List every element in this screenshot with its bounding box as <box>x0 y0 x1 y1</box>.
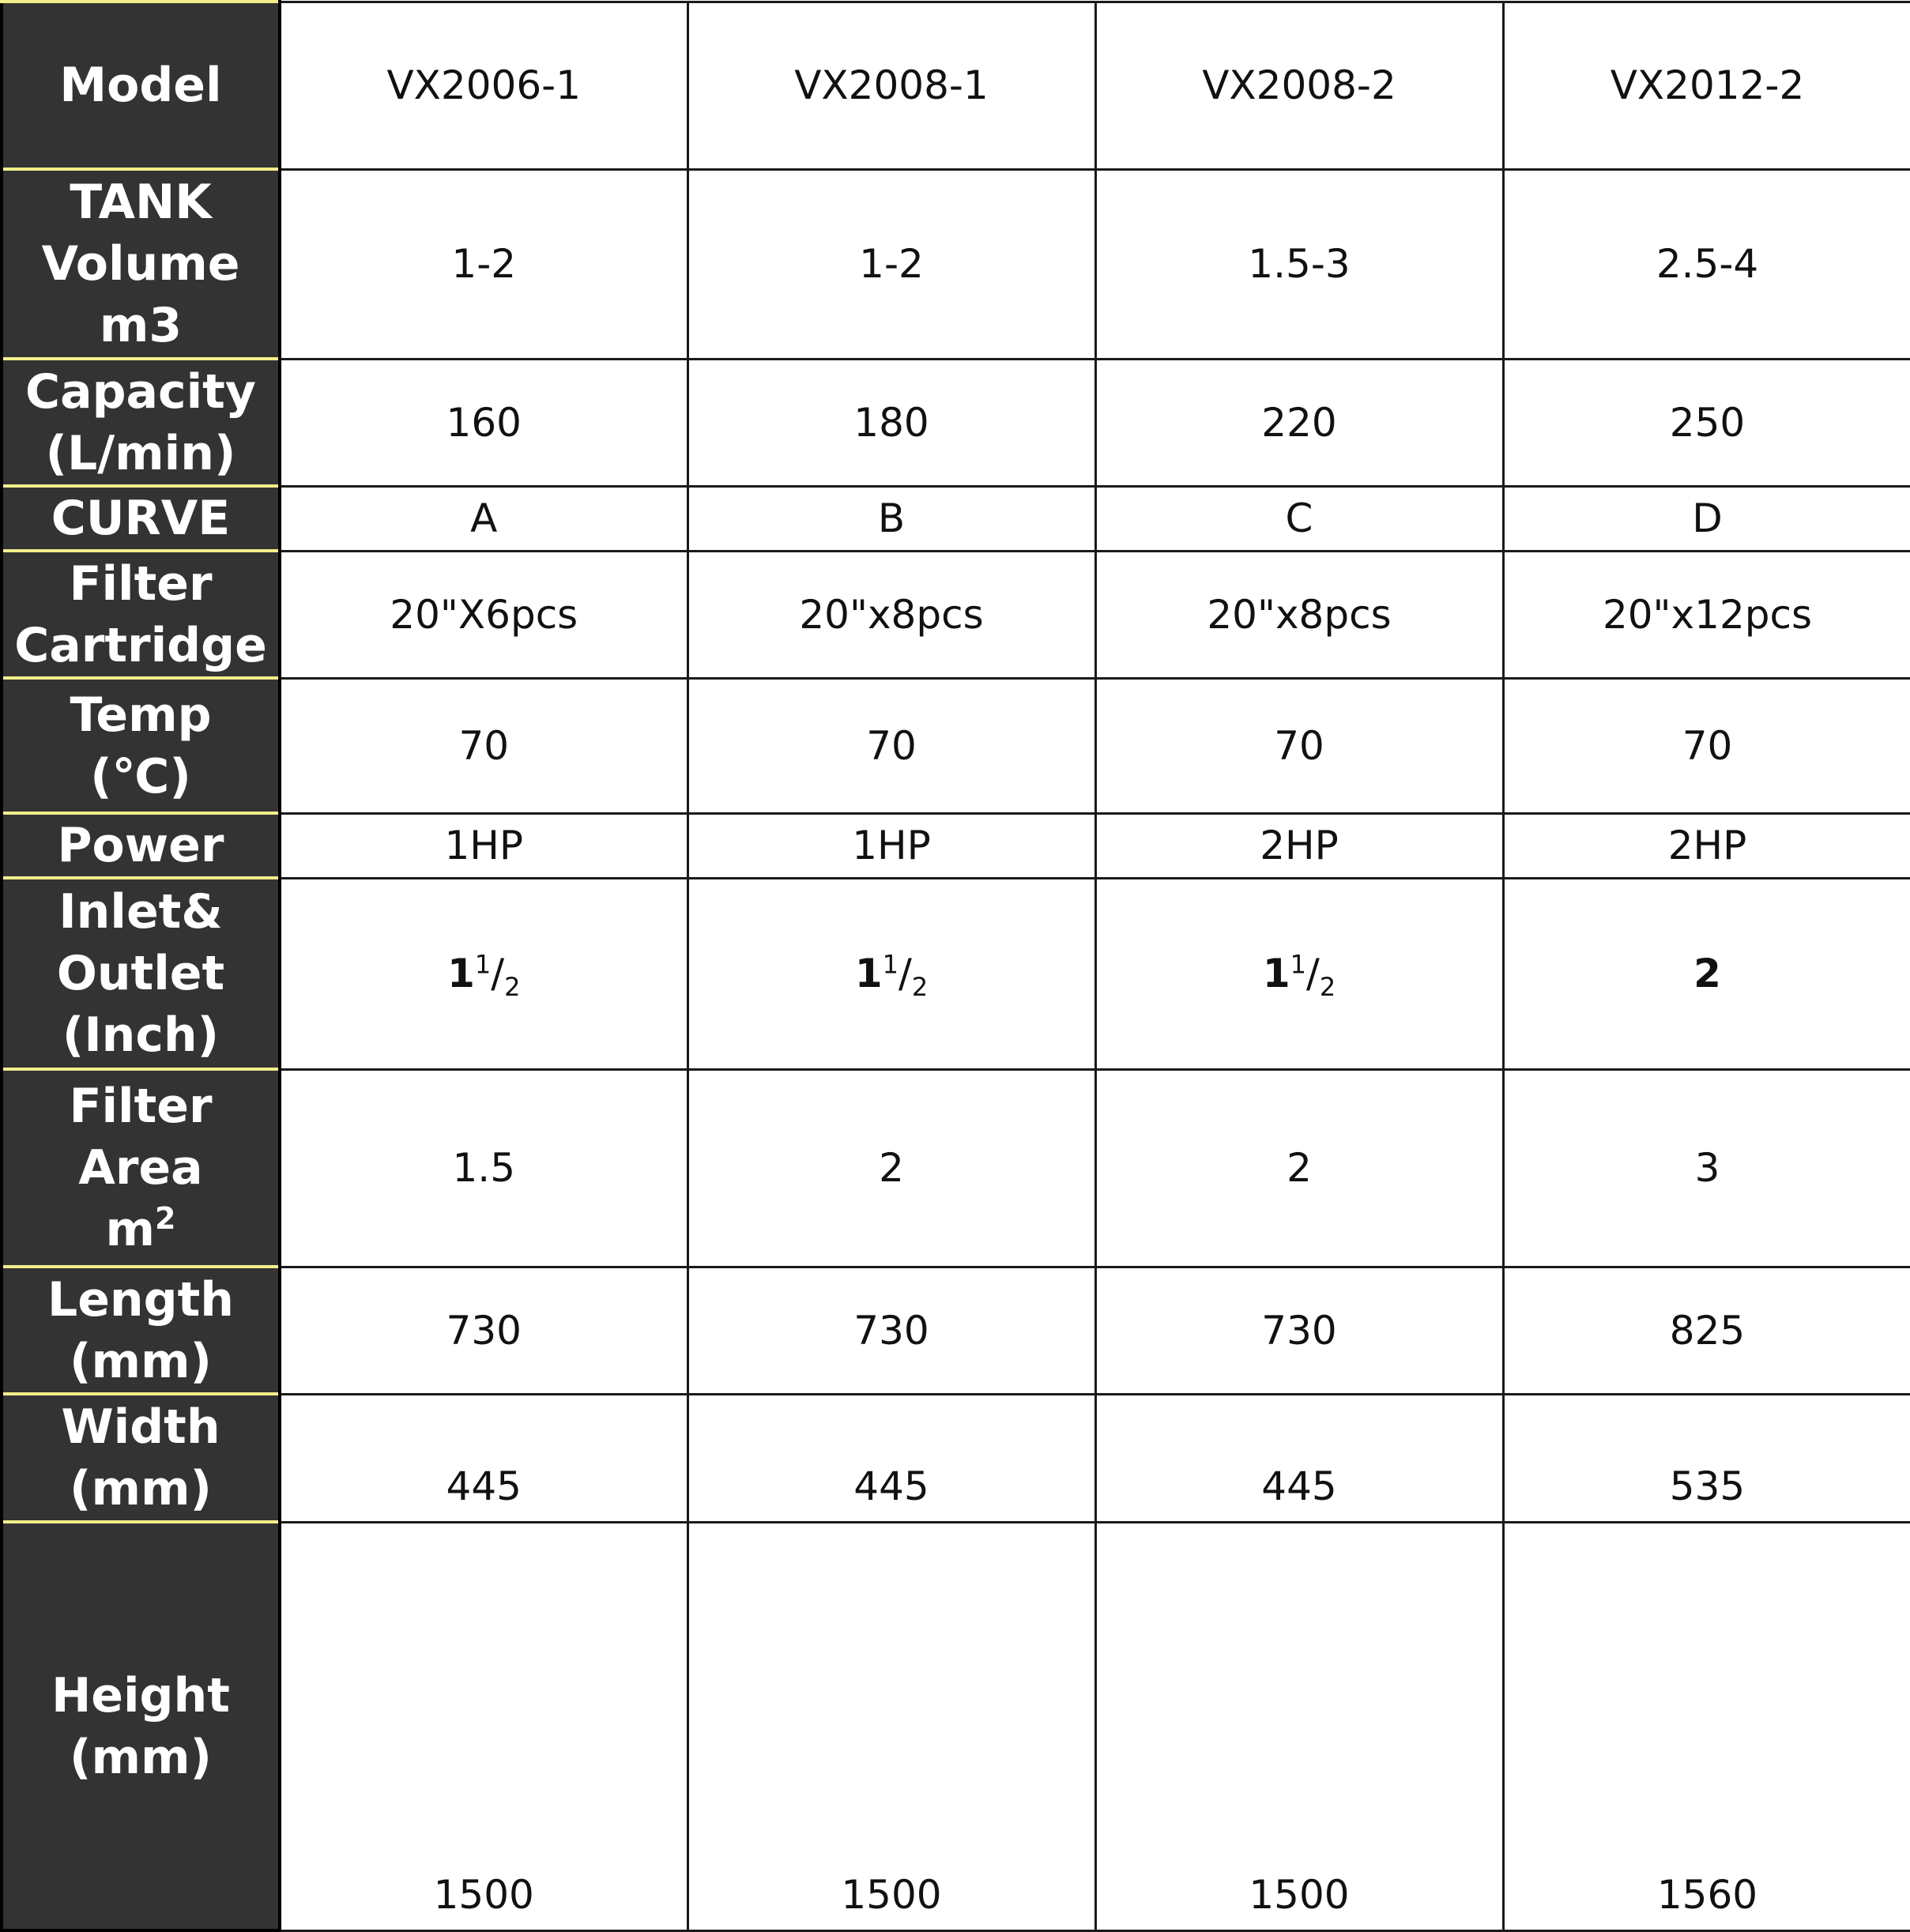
length-3: 730 <box>1095 1267 1503 1394</box>
row-inlet-outlet <box>2 878 1910 1069</box>
width-2: 445 <box>688 1394 1095 1522</box>
height-4: 1560 <box>1503 1522 1910 1930</box>
row-width <box>2 1394 1910 1522</box>
temp-4: 70 <box>1503 678 1910 813</box>
filter-area-2: 2 <box>688 1069 1095 1267</box>
curve-1: A <box>280 486 688 551</box>
filter-area-4: 3 <box>1503 1069 1910 1267</box>
label-filter-area: Filter Area $m^2$ <box>2 1069 280 1267</box>
curve-2: B <box>688 486 1095 551</box>
power-3: 2HP <box>1095 813 1503 878</box>
inlet-outlet-1: $1^1/_2$ <box>280 878 688 1069</box>
temp-2: 70 <box>688 678 1095 813</box>
filter-cartridge-2: 20"x8pcs <box>688 551 1095 678</box>
label-curve: CURVE <box>2 486 280 551</box>
tank-volume-1: 1-2 <box>280 169 688 359</box>
width-3: 445 <box>1095 1394 1503 1522</box>
inlet-outlet-2: $1^1/_2$ <box>688 878 1095 1069</box>
filter-cartridge-4: 20"x12pcs <box>1503 551 1910 678</box>
capacity-3: 220 <box>1095 359 1503 486</box>
curve-4: D <box>1503 486 1910 551</box>
row-temp <box>2 678 1910 813</box>
height-3: 1500 <box>1095 1522 1503 1930</box>
model-1: VX2006-1 <box>280 2 688 169</box>
row-power <box>2 813 1910 878</box>
capacity-2: 180 <box>688 359 1095 486</box>
filter-cartridge-1: 20"X6pcs <box>280 551 688 678</box>
label-filter-cartridge: Filter Cartridge <box>2 551 280 678</box>
row-curve <box>2 486 1910 551</box>
label-length: Length (mm) <box>2 1267 280 1394</box>
model-2: VX2008-1 <box>688 2 1095 169</box>
width-1: 445 <box>280 1394 688 1522</box>
row-tank-volume <box>2 169 1910 359</box>
row-filter-cartridge <box>2 551 1910 678</box>
model-3: VX2008-2 <box>1095 2 1503 169</box>
row-height <box>2 1522 1910 1930</box>
power-2: 1HP <box>688 813 1095 878</box>
filter-area-3: 2 <box>1095 1069 1503 1267</box>
row-filter-area <box>2 1069 1910 1267</box>
model-4: VX2012-2 <box>1503 2 1910 169</box>
power-1: 1HP <box>280 813 688 878</box>
capacity-4: 250 <box>1503 359 1910 486</box>
temp-1: 70 <box>280 678 688 813</box>
label-inlet-outlet: Inlet& Outlet (Inch) <box>2 878 280 1069</box>
inlet-outlet-4: 2 <box>1503 878 1910 1069</box>
label-width: Width (mm) <box>2 1394 280 1522</box>
label-tank-volume: TANK Volume m3 <box>2 169 280 359</box>
inlet-outlet-3: $1^1/_2$ <box>1095 878 1503 1069</box>
label-power: Power <box>2 813 280 878</box>
tank-volume-2: 1-2 <box>688 169 1095 359</box>
filter-cartridge-3: 20"x8pcs <box>1095 551 1503 678</box>
length-4: 825 <box>1503 1267 1910 1394</box>
capacity-1: 160 <box>280 359 688 486</box>
width-4: 535 <box>1503 1394 1910 1522</box>
power-4: 2HP <box>1503 813 1910 878</box>
length-2: 730 <box>688 1267 1095 1394</box>
height-1: 1500 <box>280 1522 688 1930</box>
filter-area-1: 1.5 <box>280 1069 688 1267</box>
row-model <box>2 2 1910 169</box>
temp-3: 70 <box>1095 678 1503 813</box>
row-length <box>2 1267 1910 1394</box>
label-capacity: Capacity (L/min) <box>2 359 280 486</box>
tank-volume-4: 2.5-4 <box>1503 169 1910 359</box>
row-capacity <box>2 359 1910 486</box>
label-temp: Temp (℃) <box>2 678 280 813</box>
height-2: 1500 <box>688 1522 1095 1930</box>
curve-3: C <box>1095 486 1503 551</box>
label-model: Model <box>2 2 280 169</box>
tank-volume-3: 1.5-3 <box>1095 169 1503 359</box>
label-height: Height (mm) <box>2 1522 280 1930</box>
length-1: 730 <box>280 1267 688 1394</box>
